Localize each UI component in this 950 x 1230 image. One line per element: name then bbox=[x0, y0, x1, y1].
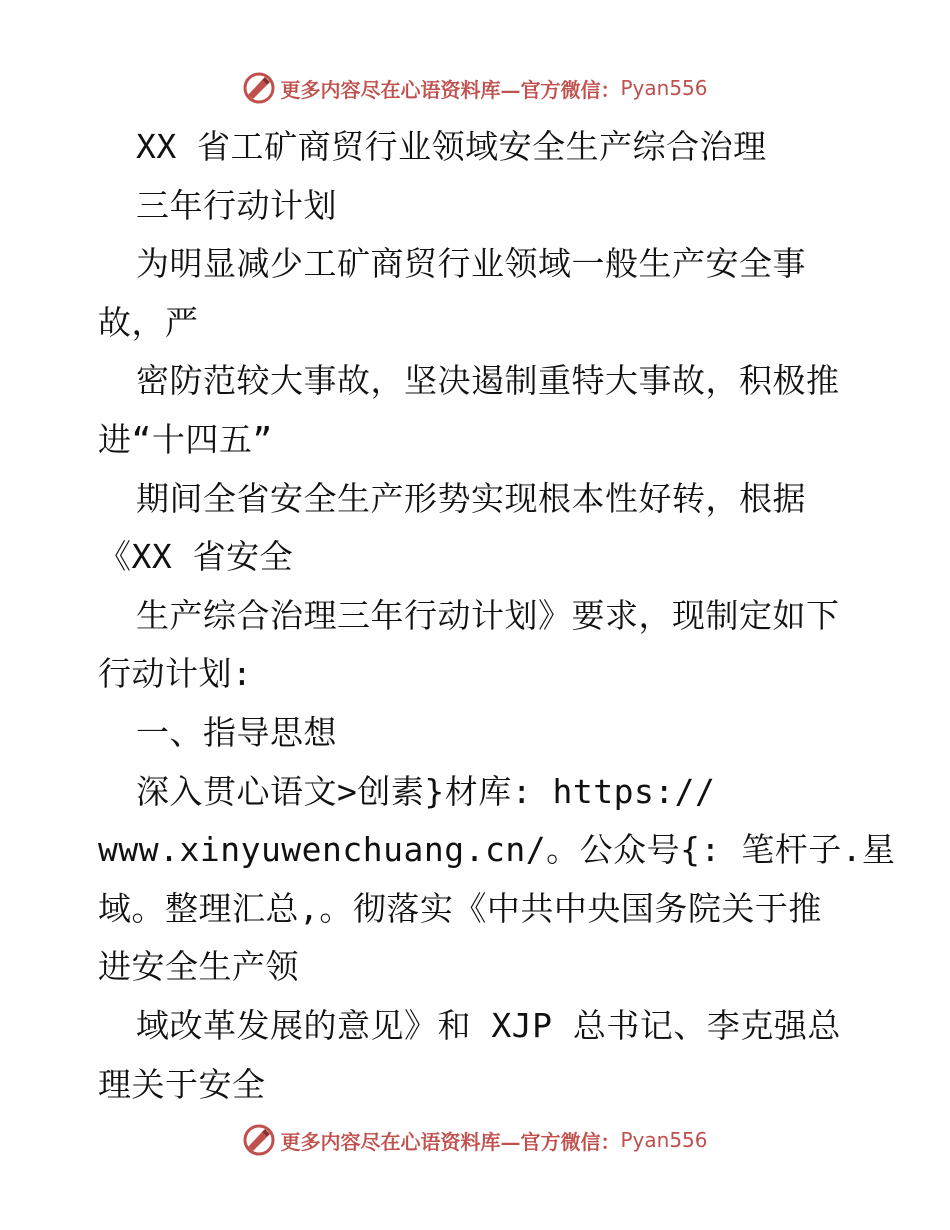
watermark-wechat-id: Pyan556 bbox=[620, 76, 708, 100]
document-line: 《XX 省安全 bbox=[98, 537, 294, 577]
document-line: 域。整理汇总,。彻落实《中共中央国务院关于推 bbox=[98, 888, 822, 928]
watermark-text: 更多内容尽在心语资料库—官方微信： bbox=[280, 77, 621, 102]
document-line: 进“十四五” bbox=[98, 419, 273, 459]
document-line: 生产综合治理三年行动计划》要求，现制定如下 bbox=[136, 595, 840, 635]
document-body bbox=[98, 118, 896, 1114]
document-line: 理关于安全 bbox=[98, 1064, 266, 1104]
document-line: 行动计划: bbox=[98, 654, 253, 694]
document-line: 故，严 bbox=[98, 302, 199, 342]
pen-circle-icon bbox=[242, 1123, 276, 1157]
document-line: 一、指导思想 bbox=[136, 712, 337, 752]
document-line: XX 省工矿商贸行业领域安全生产综合治理 bbox=[136, 127, 767, 166]
watermark-text: 更多内容尽在心语资料库—官方微信： bbox=[280, 1129, 621, 1154]
document-line: 期间全省安全生产形势实现根本性好转，根据 bbox=[136, 478, 806, 518]
document-line: 密防范较大事故，坚决遏制重特大事故，积极推 bbox=[136, 361, 840, 401]
watermark-wechat-id: Pyan556 bbox=[620, 1128, 708, 1152]
document-line: 进安全生产领 bbox=[98, 947, 299, 987]
document-line: 深入贯心语文>创素}材库: https:// bbox=[136, 771, 716, 811]
footer-watermark bbox=[0, 1120, 950, 1160]
document-line: 为明显减少工矿商贸行业领域一般生产安全事 bbox=[136, 244, 806, 284]
document-line: 域改革发展的意见》和 XJP 总书记、李克强总 bbox=[136, 1005, 841, 1045]
pen-circle-icon bbox=[242, 71, 276, 105]
document-line: 三年行动计划 bbox=[136, 185, 337, 225]
document-line: www.xinyuwenchuang.cn/。公众号{: 笔杆子.星 bbox=[98, 830, 896, 870]
header-watermark bbox=[0, 68, 950, 108]
